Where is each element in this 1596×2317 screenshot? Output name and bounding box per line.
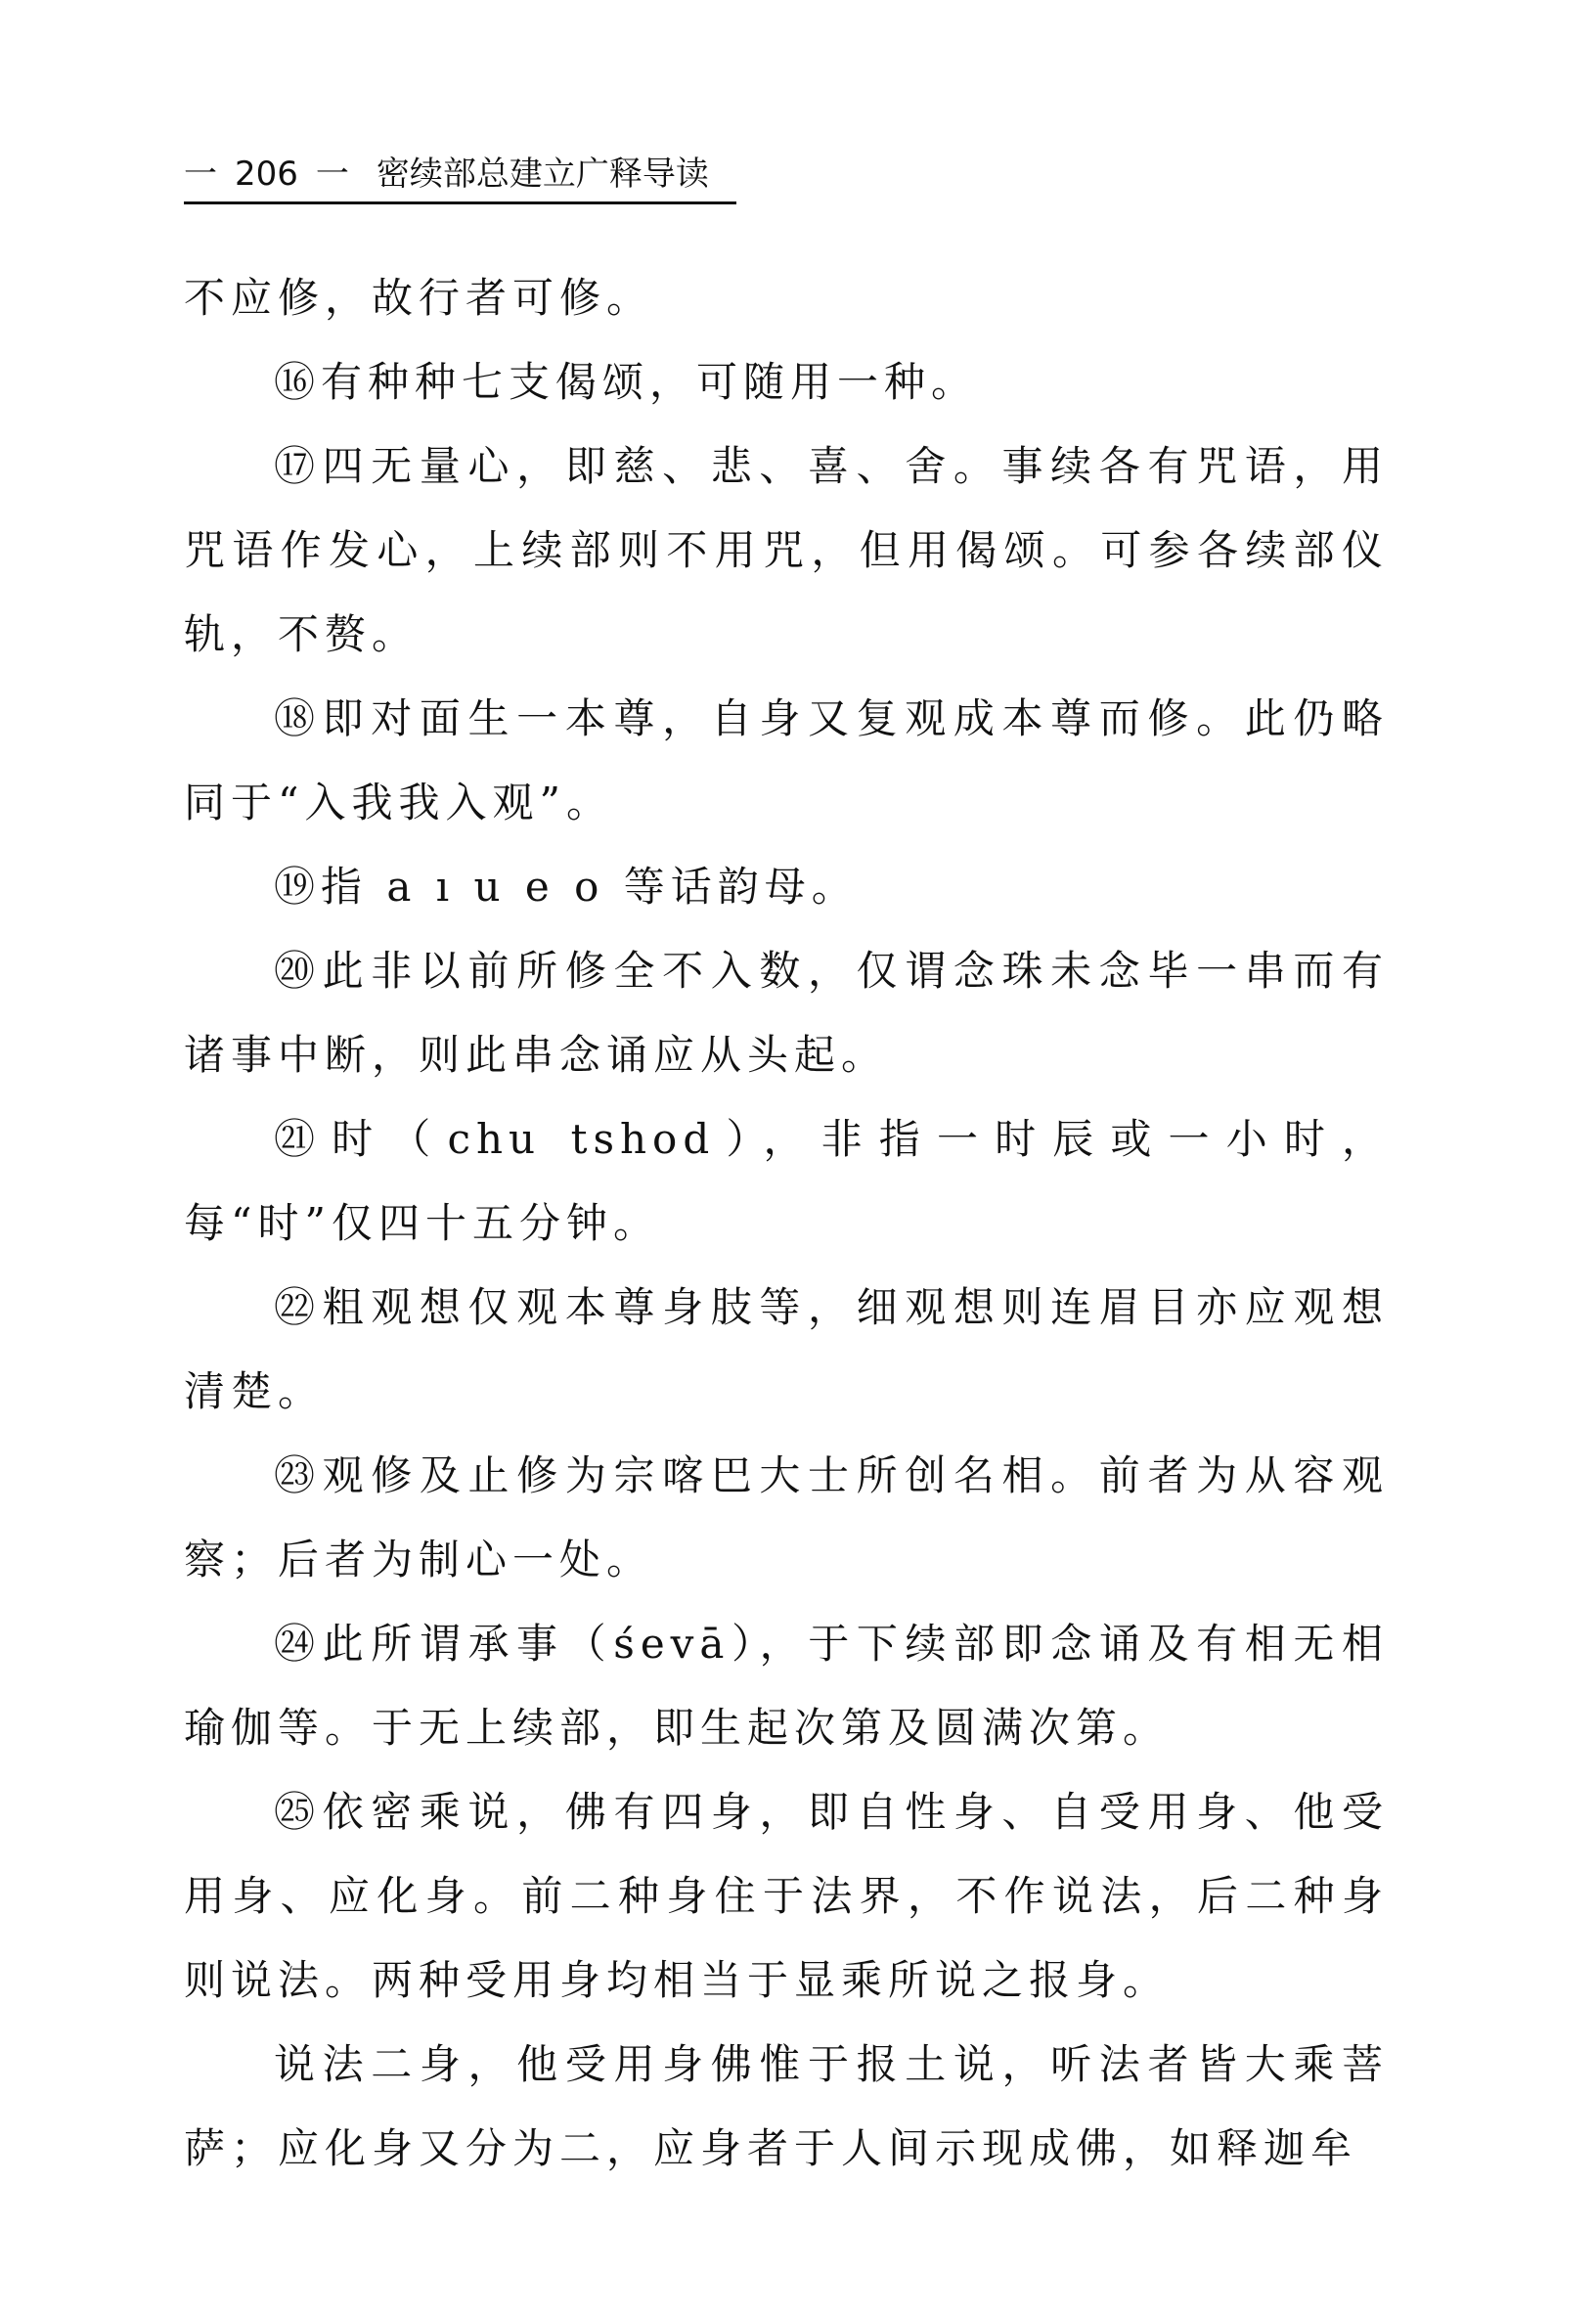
page-number: 206 [235,155,298,194]
note-85: ㉕依密乘说，佛有四身，即自性身、自受用身、他受用身、应化身。前二种身住于法界，不作说法，后二种身则说法。两种受用身均相当于显乘所说之报身。 [184,1788,1389,2004]
note-82: ㉒粗观想仅观本尊身肢等，细观想则连眉目亦应观想清楚。 [184,1283,1389,1415]
book-title: 密续部总建立广释导读 [376,155,709,194]
page-header [184,155,736,204]
header-dash-right: 一 [315,155,349,194]
paragraph: 说法二身，他受用身佛惟于报土说，听法者皆大乘菩萨；应化身又分为二，应身者于人间示现成佛，如释迦牟 [184,2040,1389,2172]
note-79: ⑲指 a ı u e o 等话韵母。 [274,863,859,911]
note-81: ㉑时（chu tshod），非指一时辰或一小时，每“时”仅四十五分钟。 [184,1115,1389,1247]
note-78: ⑱即对面生一本尊，自身又复观成本尊而修。此仍略同于“入我我入观”。 [184,694,1389,826]
paragraph: 不应修，故行者可修。 [184,274,654,322]
note-83: ㉓观修及止修为宗喀巴大士所创名相。前者为从容观察；后者为制心一处。 [184,1451,1389,1583]
note-80: ⑳此非以前所修全不入数，仅谓念珠未念毕一串而有诸事中断，则此串念诵应从头起。 [184,947,1389,1079]
page-body [184,256,1389,2191]
note-84: ㉔此所谓承事（śevā），于下续部即念诵及有相无相瑜伽等。于无上续部，即生起次第及圆满次第。 [184,1620,1389,1752]
note-76: ⑯有种种七支偈颂，可随用一种。 [274,358,979,406]
header-dash-left: 一 [184,155,217,194]
note-77: ⑰四无量心，即慈、悲、喜、舍。事续各有咒语，用咒语作发心，上续部则不用咒，但用偈颂。可参各续部仪轨，不赘。 [184,442,1389,658]
